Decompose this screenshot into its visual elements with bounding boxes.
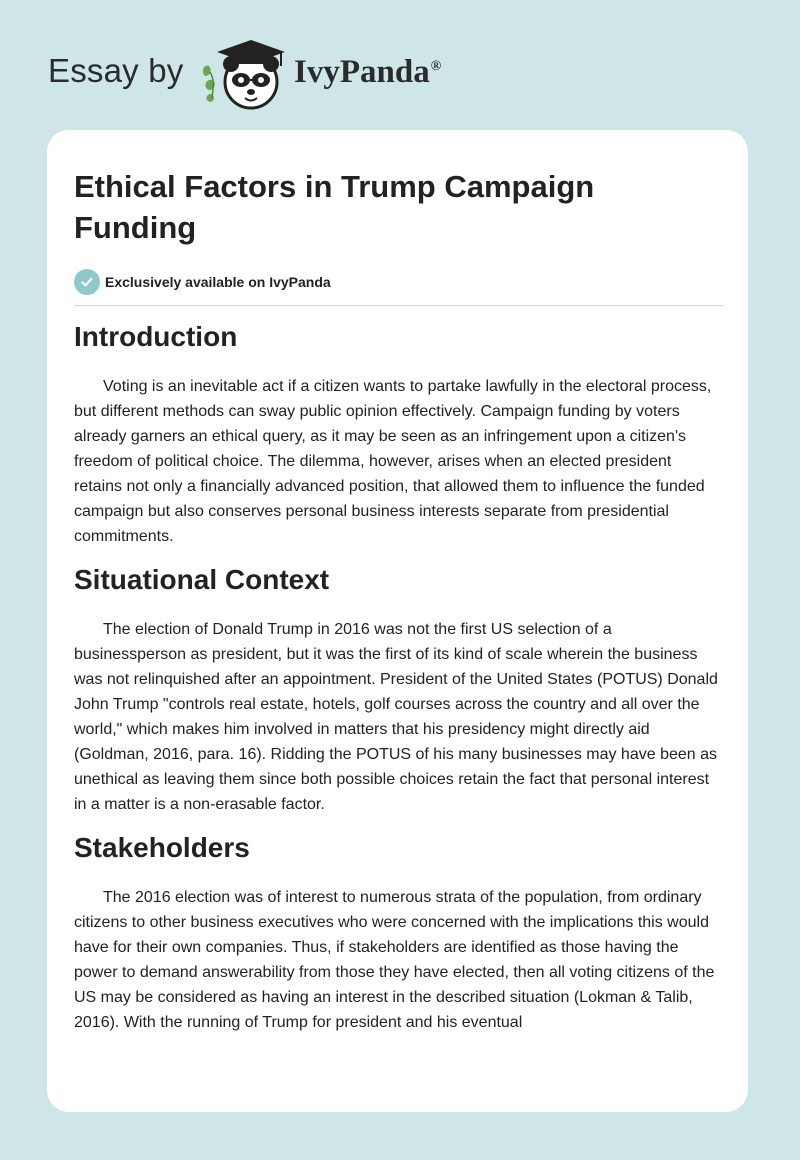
exclusive-badge <box>74 268 723 296</box>
brand-name <box>294 54 441 91</box>
section-heading: Stakeholders <box>74 832 250 863</box>
brand-header <box>48 32 488 112</box>
registered-mark: ® <box>430 59 442 74</box>
brand-prefix: Essay by <box>48 52 184 89</box>
section-stakeholders <box>74 831 723 1035</box>
exclusive-label: Exclusively available on IvyPanda <box>105 274 331 290</box>
section-heading: Introduction <box>74 321 238 352</box>
section-introduction <box>74 320 723 549</box>
section-situational-context <box>74 563 723 817</box>
section-heading: Situational Context <box>74 564 330 595</box>
brand-name-text: IvyPanda <box>294 54 430 90</box>
ivy-leaf-icon <box>203 66 215 102</box>
divider <box>74 305 723 306</box>
section-paragraph: Voting is an inevitable act if a citizen wants to partake lawfully in the electoral process, but different methods can sway public opinion effectively. Campaign funding by voters already garners an ethical query, as it may be seen as an infringement upon a citizen's freedom of political choice. The dilemma, however, arises when an elected president retains not only a financially advanced position, that allowed them to influence the funded campaign but also conserves personal business interests separate from presidential commitments. <box>74 378 712 545</box>
essay-title: Ethical Factors in Trump Campaign Funding <box>74 169 595 245</box>
essay-card <box>47 130 748 1112</box>
essay-content <box>74 166 723 1035</box>
panda-graduate-logo-icon <box>201 36 297 112</box>
section-paragraph: The election of Donald Trump in 2016 was not the first US selection of a businessperson as president, but it was the first of its kind of scale wherein the business was not relinquished after an appointment. President of the United States (POTUS) Donald John Trump "controls real estate, hotels, golf courses across the country and all over the world," which makes him involved in matters that his presidency might directly aid (Goldman, 2016, para. 16). Ridding the POTUS of his many businesses may have been as unethical as leaving them since both possible choices retain the fact that personal interest in a matter is a non-erasable factor. <box>74 621 718 813</box>
section-paragraph: The 2016 election was of interest to numerous strata of the population, from ordinary citizens to other business executives who were concerned with the implications this would have for their own companies. Thus, if stakeholders are identified as those having the power to demand answerability from those they have elected, then all voting citizens of the US may be considered as having an interest in the described situation (Lokman & Talib, 2016). With the running of Trump for president and his eventual <box>74 889 715 1031</box>
check-circle-icon <box>74 269 100 295</box>
